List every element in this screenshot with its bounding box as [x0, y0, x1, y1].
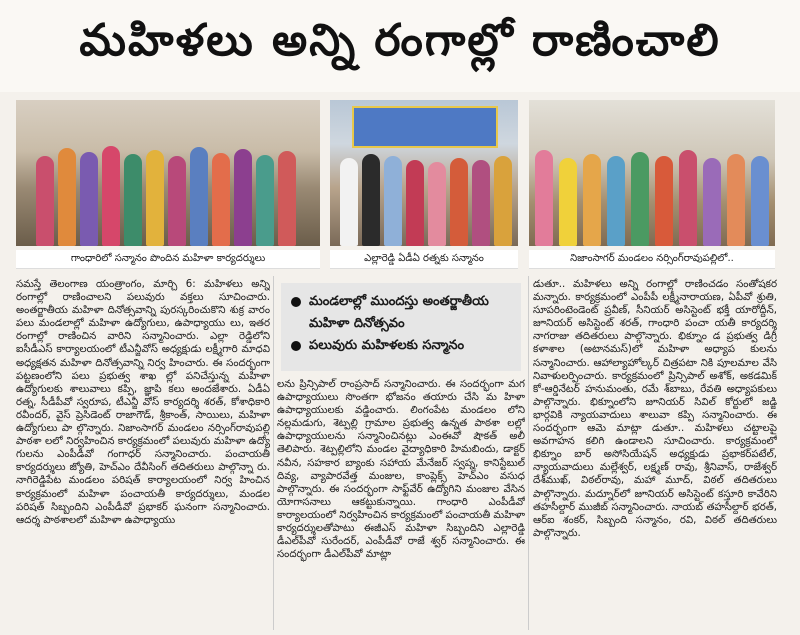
banner-image — [352, 106, 498, 148]
column-divider — [528, 276, 529, 630]
news-photo-nizamsagar — [529, 100, 775, 246]
headline — [0, 0, 800, 92]
highlight-text: పలువురు మహిళలకు సన్మానం — [309, 338, 465, 353]
article-text: డుతూ.. మహిళలు అన్ని రంగాల్లో రాణించడం సంతోషకర మన్నారు. కార్యక్రమంలో ఎంపీపీ లక్ష్మీనారాయణ, ఏపీవో శ్రుతి, సూపరింటెండెంట్ ప్రవీణ్, సీనియర్ అసిస్టెంట్ భక్తీ యారోద్దీన్, జూనియర్ అసిస్టెంట్ శరత్, గాంధారి పంచా యతీ కార్యదర్శి నాగరాజు తదితరులు పాల్గొన్నారు. భిక్నూం డ ప్రభుత్వ డిగ్రీ కళాశాల (అటానమస్)లో మహిళా అధ్యాప కులను సన్మానించారు. ఆహాల్యాహోల్కర్ చిత్రపటా నికి పూలమాల వేసి నివాళులర్పించారు. కార్యక్రమంలో ప్రిన్సిపాల్ అశోక్, అకడమిక్ కో-ఆర్డినేటర్ హనుమంతు, రమే శ్‌బాబు, రేవతి అధ్యాపకులు పాల్గొన్నారు. భిక్నూంలోని జూనియర్ సివిల్ కోర్టులో జడ్జి భార్గవికి న్యాయవాదులు శాలువా కప్పి సన్మానించారు. ఈ సందర్భంగా ఆమె మాట్లా డుతూ.. మహిళలు చట్టాలపై అవగాహన కలిగి ఉండాలని సూచించారు. కార్యక్రమంలో భిక్నూం బార్ అసోసియేషన్ అధ్యక్షుడు ప్రభాకర్‌పటేల్, న్యాయవాదులు మల్లేశ్వర్, లక్ష్మణ్ రావు, శ్రీనివాస్, రాజేశ్వర్ దేశ్‌ముఖ్, విఠల్‌రావు, మహా మూద్, విఠల్ తదితరులు పాల్గొన్నారు. మద్నూర్‌లో జూనియర్ అసిస్టెంట్ కస్తూరి కావేరిని తహసీల్దార్ ముజీబ్ సన్మానించారు. నాయబ్ తహసీల్దార్ భరత్, ఆర్‌ఐ శంకర్, సిబ్బంది సన్మానం, రవి, విఠల్ తదితరులు పాల్గొన్నారు. — [533, 279, 777, 539]
headline-text: మహిళలు అన్ని రంగాల్లో రాణించాలి — [79, 15, 721, 66]
article-text: లను ప్రిన్సిపాల్ రాంప్రసాద్ సన్మానించారు. ఈ సందర్భంగా మగ ఉపాధ్యాయులు సొంతగా భోజనం తయారు చేసి మ హిళా ఉపాధ్యాయులకు వడ్డించారు. లింగంపేట మండలం లోని నల్లమడుగు, శెట్పల్లి గ్రామాల ప్రభుత్వ ఉన్నత పాఠశా లల్లో ఉపాధ్యాయులను సన్మానించినట్లు ఎంఈవో షౌకత్ అలీ తెలిపారు. శెట్పల్లిలోని మండల వైద్యాధికారి హిమబిందు, డాక్టర్ నవీన, సహకార బ్యాంకు సహాయ మేనేజర్ స్వప్న, కానిస్టేబుల్ దివ్య, వ్యాపారవేత్త మంజుల, కాంప్లెక్స్ హెచ్‌ఎం వసుధ పాల్గొన్నారు. ఈ సందర్భంగా సాఫ్ట్‌వేర్ ఉద్యోగిని మంజుల వేసిన యోగాసనాలు ఆకట్టుకున్నాయి. గాంధారి ఎంపీడీవో కార్యాలయంలో నిర్వహించిన కార్యక్రమంలో పంచాయతీ మహిళా కార్యదర్శులతోపాటు ఈజీఎస్ మహిళా సిబ్బందిని ఎల్లారెడ్డి డీఎల్‌పీవో సురేందర్, ఎంపీడీవో రాజే శ్వర్ సన్మానించారు. ఈ సందర్భంగా డీఎల్‌పీవో మాట్లా — [277, 379, 525, 561]
article-column-3 — [533, 278, 777, 630]
photo-caption-1: గాంధారిలో సన్మానం పొందిన మహిళా కార్యదర్శులు — [16, 250, 320, 269]
article-column-1 — [16, 278, 270, 630]
article-text: సమస్తే తెలంగాణ యంత్రాంగం, మార్చి 6: మహిళలు అన్ని రంగాల్లో రాణించాలని పలువురు వక్తలు సూచించారు. అంతర్జాతీయ మహిళా దినోత్సవాన్ని పురస్కరించుకొని శుక్ర వారం పలు మండలాల్లో మహిళా ఉద్యోగులు, ఉపాధ్యాయు లు, ఇతర రంగాల్లో రాణించిన వారిని సన్మానించారు. ఎల్లా రెడ్డిలోని ఐసీడీఎస్ కార్యాలయంలో టీఎన్జీవోస్ అధ్యక్షుడు లక్ష్మీగారి మాధవి అధ్యక్షతన మహిళా దినోత్సవాన్ని నిర్వ హించారు. ఈ సందర్భంగా పట్టణంలోని పలు ప్రభుత్వ శాఖ ల్లో పనిచేస్తున్న మహిళా ఉద్యోగులకు శాలువాలు కప్పి, జ్ఞాపి కలు అందజేశారు. ఏడీఏ రత్న, సీడీపీవో స్వరూప, టీఎన్జీ వోస్ కార్యదర్శి శరత్, కోశాధికారి రవీందర్, వైస్ ప్రెసిడెంట్ రాజాగౌడ్, శ్రీకాంత్, సాయిలు, మహిళా ఉద్యోగులు పా ల్గొన్నారు. నిజాంసాగర్ మండలం నర్సింగ్‌రావుపల్లి పాఠశా లలో నిర్వహించిన కార్యక్రమంలో పలువురు మహిళా ఉద్యో గులను ఎంపీడీవో గంగాధర్ సన్మానించారు. పంచాయతీ కార్యదర్శులు జ్యోతి, హెచ్‌ఎం దేవీసింగ్ తదితరులు పాల్గొన్నా రు. నాగిరెడ్డిపేట మండలం పరిషత్ కార్యాలయంలో నిర్వ హించిన కార్యక్రమంలో మహిళా పంచాయతీ కార్యదర్శులు, మండల పరిషత్ సిబ్బందిని ఎంపీడీవో ప్రభాకర్ ఘనంగా సన్మానించారు. ఆదర్శ పాఠశాలలో మహిళా ఉపాధ్యాయు — [16, 279, 270, 526]
photo-caption-2: ఎల్లారెడ్డి ఏడీఏ రత్నకు సన్మానం — [330, 250, 518, 269]
highlight-text: మండలాల్లో ముందస్తు అంతర్జాతీయ మహిళా దినోత్సవం — [309, 294, 489, 331]
news-photo-ellareddy — [330, 100, 518, 246]
bullet-icon — [291, 297, 301, 307]
article-column-2 — [277, 378, 525, 630]
column-divider — [273, 276, 274, 630]
highlight-item — [291, 291, 513, 335]
highlight-item — [291, 335, 513, 357]
photo-caption-3: నిజాంసాగర్ మండలం నర్సింగ్‌రావుపల్లిలో.. — [529, 250, 775, 269]
highlights-box — [281, 283, 521, 371]
bullet-icon — [291, 341, 301, 351]
news-photo-gandhari — [16, 100, 320, 246]
